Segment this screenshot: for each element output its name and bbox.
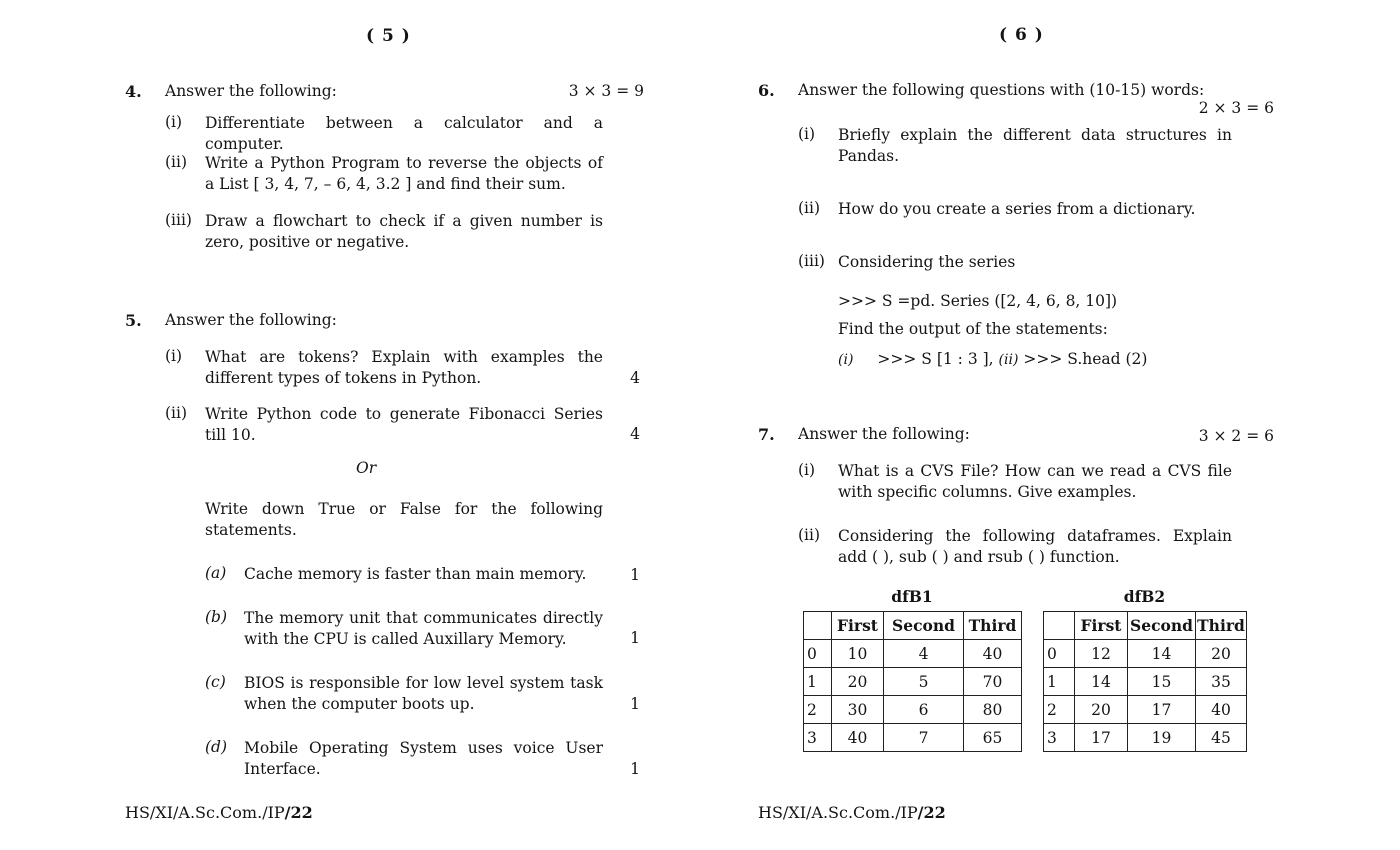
sub-i-code: >>> S [1 : 3 ], <box>877 350 994 368</box>
tf-d-text: Mobile Operating System uses voice User Interface. <box>244 739 603 778</box>
table-cell: 35 <box>1196 668 1247 696</box>
row-index: 3 <box>1044 724 1075 752</box>
tf-b-text: The memory unit that communicates directly with the CPU is called Auxillary Memory. <box>244 609 603 648</box>
question-4-title: Answer the following: <box>165 82 337 100</box>
footer-left-code: /22 <box>284 803 313 822</box>
question-6-marks: 2 × 3 = 6 <box>1198 99 1274 117</box>
row-index: 0 <box>804 640 832 668</box>
page-number-right: ( 6 ) <box>999 25 1044 45</box>
row-index: 1 <box>804 668 832 696</box>
sub-ii-code: >>> S.head (2) <box>1023 350 1148 368</box>
table-cell: 80 <box>964 696 1022 724</box>
table-row <box>804 696 1022 724</box>
question-7-marks: 3 × 2 = 6 <box>1198 427 1274 445</box>
table-dfb2 <box>1043 611 1247 752</box>
table-header-row <box>804 612 1022 640</box>
table-cell: 20 <box>1196 640 1247 668</box>
header-cell: Third <box>1196 612 1247 640</box>
q6-part-i-text: Briefly explain the different data structures in Pandas. <box>838 126 1232 165</box>
q5-part-ii-label: (ii) <box>165 404 188 422</box>
sub-ii-label: (ii) <box>998 352 1019 368</box>
question-5-title: Answer the following: <box>165 311 337 329</box>
tf-c-text: BIOS is responsible for low level system task when the computer boots up. <box>244 674 603 713</box>
footer-right-code: /22 <box>917 803 946 822</box>
q5-part-ii-marks: 4 <box>630 425 640 443</box>
tf-c-marks: 1 <box>630 695 640 713</box>
row-index: 3 <box>804 724 832 752</box>
table-cell: 6 <box>884 696 964 724</box>
header-cell: Second <box>1128 612 1196 640</box>
q5-part-i-marks: 4 <box>630 369 640 387</box>
table-cell: 7 <box>884 724 964 752</box>
table-row <box>1044 640 1247 668</box>
output-statements <box>838 350 1147 368</box>
tf-c-label: (c) <box>205 673 226 691</box>
footer-left <box>125 803 313 822</box>
q6-part-iii-text: Considering the series <box>838 253 1016 271</box>
table-cell: 20 <box>832 668 884 696</box>
true-false-intro: Write down True or False for the following statements. <box>205 500 603 539</box>
q4-part-iii-text: Draw a flowchart to check if a given number is zero, positive or negative. <box>205 212 603 251</box>
q4-part-ii-text: Write a Python Program to reverse the objects of a List [ 3, 4, 7, – 6, 4, 3.2 ] and find their sum. <box>205 154 603 193</box>
q5-part-i-text: What are tokens? Explain with examples the different types of tokens in Python. <box>205 348 603 387</box>
table-cell: 4 <box>884 640 964 668</box>
q4-part-i-text: Differentiate between a calculator and a computer. <box>205 114 603 153</box>
header-cell: First <box>832 612 884 640</box>
table-cell: 40 <box>964 640 1022 668</box>
q6-part-ii-label: (ii) <box>798 199 821 217</box>
tf-a-label: (a) <box>205 564 227 582</box>
table-cell: 12 <box>1075 640 1128 668</box>
table-header-row <box>1044 612 1247 640</box>
table-row <box>1044 724 1247 752</box>
table-dfb1-caption: dfB1 <box>891 587 933 606</box>
tf-d-label: (d) <box>205 738 228 756</box>
table-cell: 40 <box>1196 696 1247 724</box>
question-7-number: 7. <box>758 425 775 444</box>
tf-b-marks: 1 <box>630 629 640 647</box>
header-cell <box>1044 612 1075 640</box>
tf-a-marks: 1 <box>630 566 640 584</box>
q4-part-iii-label: (iii) <box>165 211 192 229</box>
table-cell: 19 <box>1128 724 1196 752</box>
q5-part-i-label: (i) <box>165 347 183 365</box>
row-index: 2 <box>804 696 832 724</box>
table-cell: 15 <box>1128 668 1196 696</box>
table-cell: 30 <box>832 696 884 724</box>
question-7-title: Answer the following: <box>798 425 970 443</box>
question-6-title: Answer the following questions with (10-15) words: <box>798 81 1205 99</box>
series-code-line: >>> S =pd. Series ([2, 4, 6, 8, 10]) <box>838 292 1118 310</box>
sub-i-label: (i) <box>838 352 854 368</box>
tf-a-text: Cache memory is faster than main memory. <box>244 565 587 583</box>
q6-part-i-label: (i) <box>798 125 816 143</box>
q7-part-ii-label: (ii) <box>798 526 821 544</box>
q4-part-i-label: (i) <box>165 113 183 131</box>
or-separator: Or <box>356 459 377 477</box>
table-row <box>804 640 1022 668</box>
q7-part-i-text: What is a CVS File? How can we read a CVS file with specific columns. Give examples. <box>838 462 1232 501</box>
table-cell: 5 <box>884 668 964 696</box>
q6-part-iii-label: (iii) <box>798 252 825 270</box>
table-row <box>804 668 1022 696</box>
footer-right <box>758 803 946 822</box>
table-row <box>1044 696 1247 724</box>
find-output-text: Find the output of the statements: <box>838 320 1108 338</box>
q6-part-ii-text: How do you create a series from a dictionary. <box>838 200 1196 218</box>
header-cell: First <box>1075 612 1128 640</box>
table-dfb2-caption: dfB2 <box>1123 587 1166 606</box>
q4-part-ii-label: (ii) <box>165 153 188 171</box>
footer-right-prefix: HS/XI/A.Sc.Com./IP <box>758 803 918 822</box>
table-row <box>1044 668 1247 696</box>
q7-part-ii-text: Considering the following dataframes. Explain add ( ), sub ( ) and rsub ( ) function. <box>838 527 1232 566</box>
table-cell: 40 <box>832 724 884 752</box>
header-cell <box>804 612 832 640</box>
q5-part-ii-text: Write Python code to generate Fibonacci Series till 10. <box>205 405 603 444</box>
table-dfb1 <box>803 611 1022 752</box>
table-cell: 10 <box>832 640 884 668</box>
question-5-number: 5. <box>125 311 142 330</box>
question-4-number: 4. <box>125 82 142 101</box>
table-cell: 70 <box>964 668 1022 696</box>
q7-part-i-label: (i) <box>798 461 816 479</box>
table-cell: 17 <box>1128 696 1196 724</box>
table-cell: 45 <box>1196 724 1247 752</box>
tf-b-label: (b) <box>205 608 228 626</box>
table-cell: 17 <box>1075 724 1128 752</box>
page-number-left: ( 5 ) <box>366 26 411 46</box>
row-index: 2 <box>1044 696 1075 724</box>
table-cell: 14 <box>1128 640 1196 668</box>
row-index: 0 <box>1044 640 1075 668</box>
header-cell: Second <box>884 612 964 640</box>
table-cell: 14 <box>1075 668 1128 696</box>
question-4-marks: 3 × 3 = 9 <box>568 82 644 100</box>
table-row <box>804 724 1022 752</box>
question-6-number: 6. <box>758 81 775 100</box>
table-cell: 65 <box>964 724 1022 752</box>
row-index: 1 <box>1044 668 1075 696</box>
footer-left-prefix: HS/XI/A.Sc.Com./IP <box>125 803 285 822</box>
header-cell: Third <box>964 612 1022 640</box>
table-cell: 20 <box>1075 696 1128 724</box>
tf-d-marks: 1 <box>630 760 640 778</box>
